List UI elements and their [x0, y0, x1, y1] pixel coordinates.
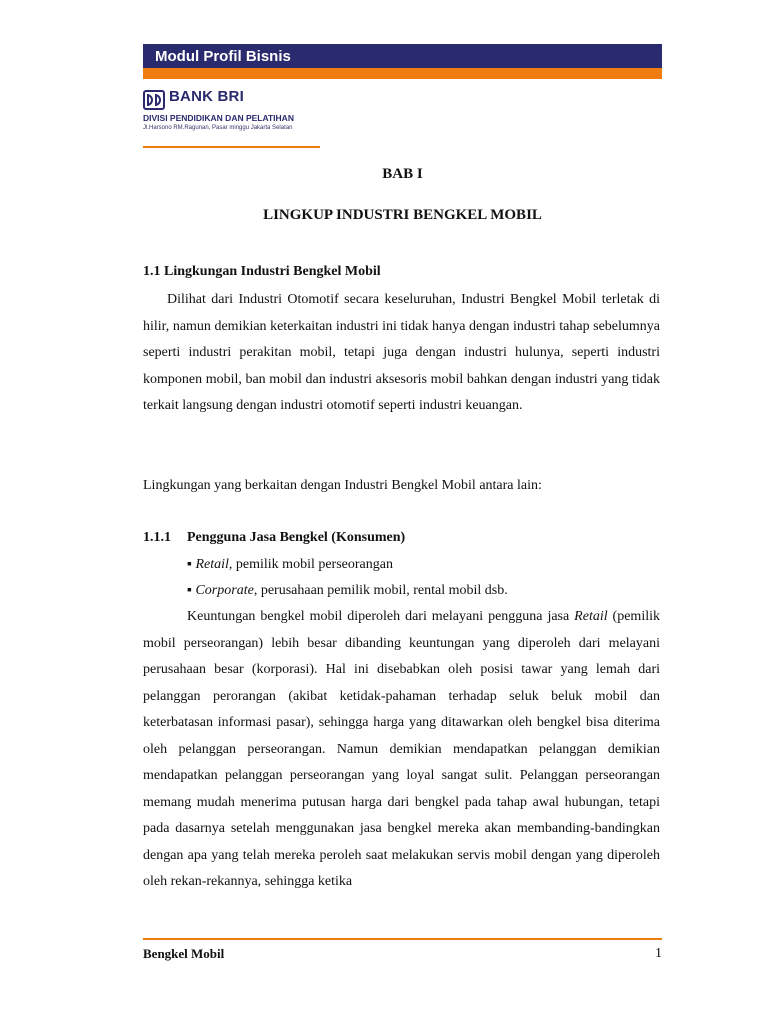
chapter-title: LINGKUP INDUSTRI BENGKEL MOBIL — [263, 207, 542, 223]
bank-logo — [143, 88, 343, 146]
header-title: Modul Profil Bisnis — [155, 48, 291, 65]
footer-title: Bengkel Mobil — [143, 946, 225, 961]
logo-name: BANK BRI — [169, 88, 244, 105]
footer-divider — [143, 938, 662, 940]
bullet-marker: ▪ — [187, 557, 192, 572]
header-accent-strip — [143, 68, 662, 79]
bullet-term: Retail — [195, 557, 229, 572]
bullet-item — [187, 583, 508, 599]
body-text-rest: (pemilik mobil perseorangan) lebih besar dibanding keuntungan yang diperoleh dari melayani perusahaan besar (korporasi). Hal ini disebabkan oleh posisi tawar yang lemah dari pelanggan perorangan (akibat ketidak-pahaman terhadap seluk beluk mobil dan keterbatasan informasi pasar), sehingga harga yang ditawarkan oleh bengkel bisa diterima oleh pelanggan perseorangan. Namun demikian mendapatkan pelanggan demikian mendapatkan pelanggan perseorangan yang loyal sangat sulit. Pelanggan perseorangan memang mudah menerima putusan harga dari bengkel pada tahap awal hubungan, tetapi pada dasarnya setelah menggunakan jasa bengkel mereka akan membanding-bandingkan dengan apa yang telah mereka peroleh saat melakukan servis mobil dengan yang diperoleh oleh rekan-rekannya, sehingga ketika — [143, 609, 660, 889]
section-title: 1.1 Lingkungan Industri Bengkel Mobil — [143, 264, 381, 279]
bullet-item — [187, 557, 393, 573]
subsection-title: Pengguna Jasa Bengkel (Konsumen) — [187, 530, 406, 545]
bullet-text: , pemilik mobil perseorangan — [228, 557, 393, 572]
paragraph-intro: Dilihat dari Industri Otomotif secara keseluruhan, Industri Bengkel Mobil terletak di hilir, namun demikian keterkaitan industri ini tidak hanya dengan industri tahap sebelumnya seperti industri perakitan mobil, tetapi juga dengan industri hulunya, seperti industri komponen mobil, ban mobil dan industri aksesoris mobil bahkan dengan industri yang tidak terkait langsung dengan industri otomotif seperti industri keuangan. — [143, 292, 660, 413]
chapter-number: BAB I — [382, 166, 423, 182]
logo-division: DIVISI PENDIDIKAN DAN PELATIHAN — [143, 113, 294, 123]
bullet-term: Corporate — [195, 583, 254, 598]
body-text-start: Keuntungan bengkel mobil diperoleh dari melayani pengguna jasa — [187, 609, 575, 624]
logo-address: Jl.Harsono RM.Ragunan, Pasar minggu Jakarta Selatan — [143, 125, 293, 131]
bri-logo-icon — [143, 90, 165, 110]
bullet-text: , perusahaan pemilik mobil, rental mobil dsb. — [253, 583, 508, 598]
paragraph-body — [143, 604, 660, 896]
paragraph-list-intro: Lingkungan yang berkaitan dengan Industri Bengkel Mobil antara lain: — [143, 478, 542, 493]
subsection-number: 1.1.1 — [143, 530, 171, 545]
header-bar — [143, 44, 662, 68]
body-term: Retail — [574, 609, 608, 624]
page-number: 1 — [655, 946, 662, 961]
bullet-marker: ▪ — [187, 583, 192, 598]
logo-divider — [143, 146, 320, 148]
